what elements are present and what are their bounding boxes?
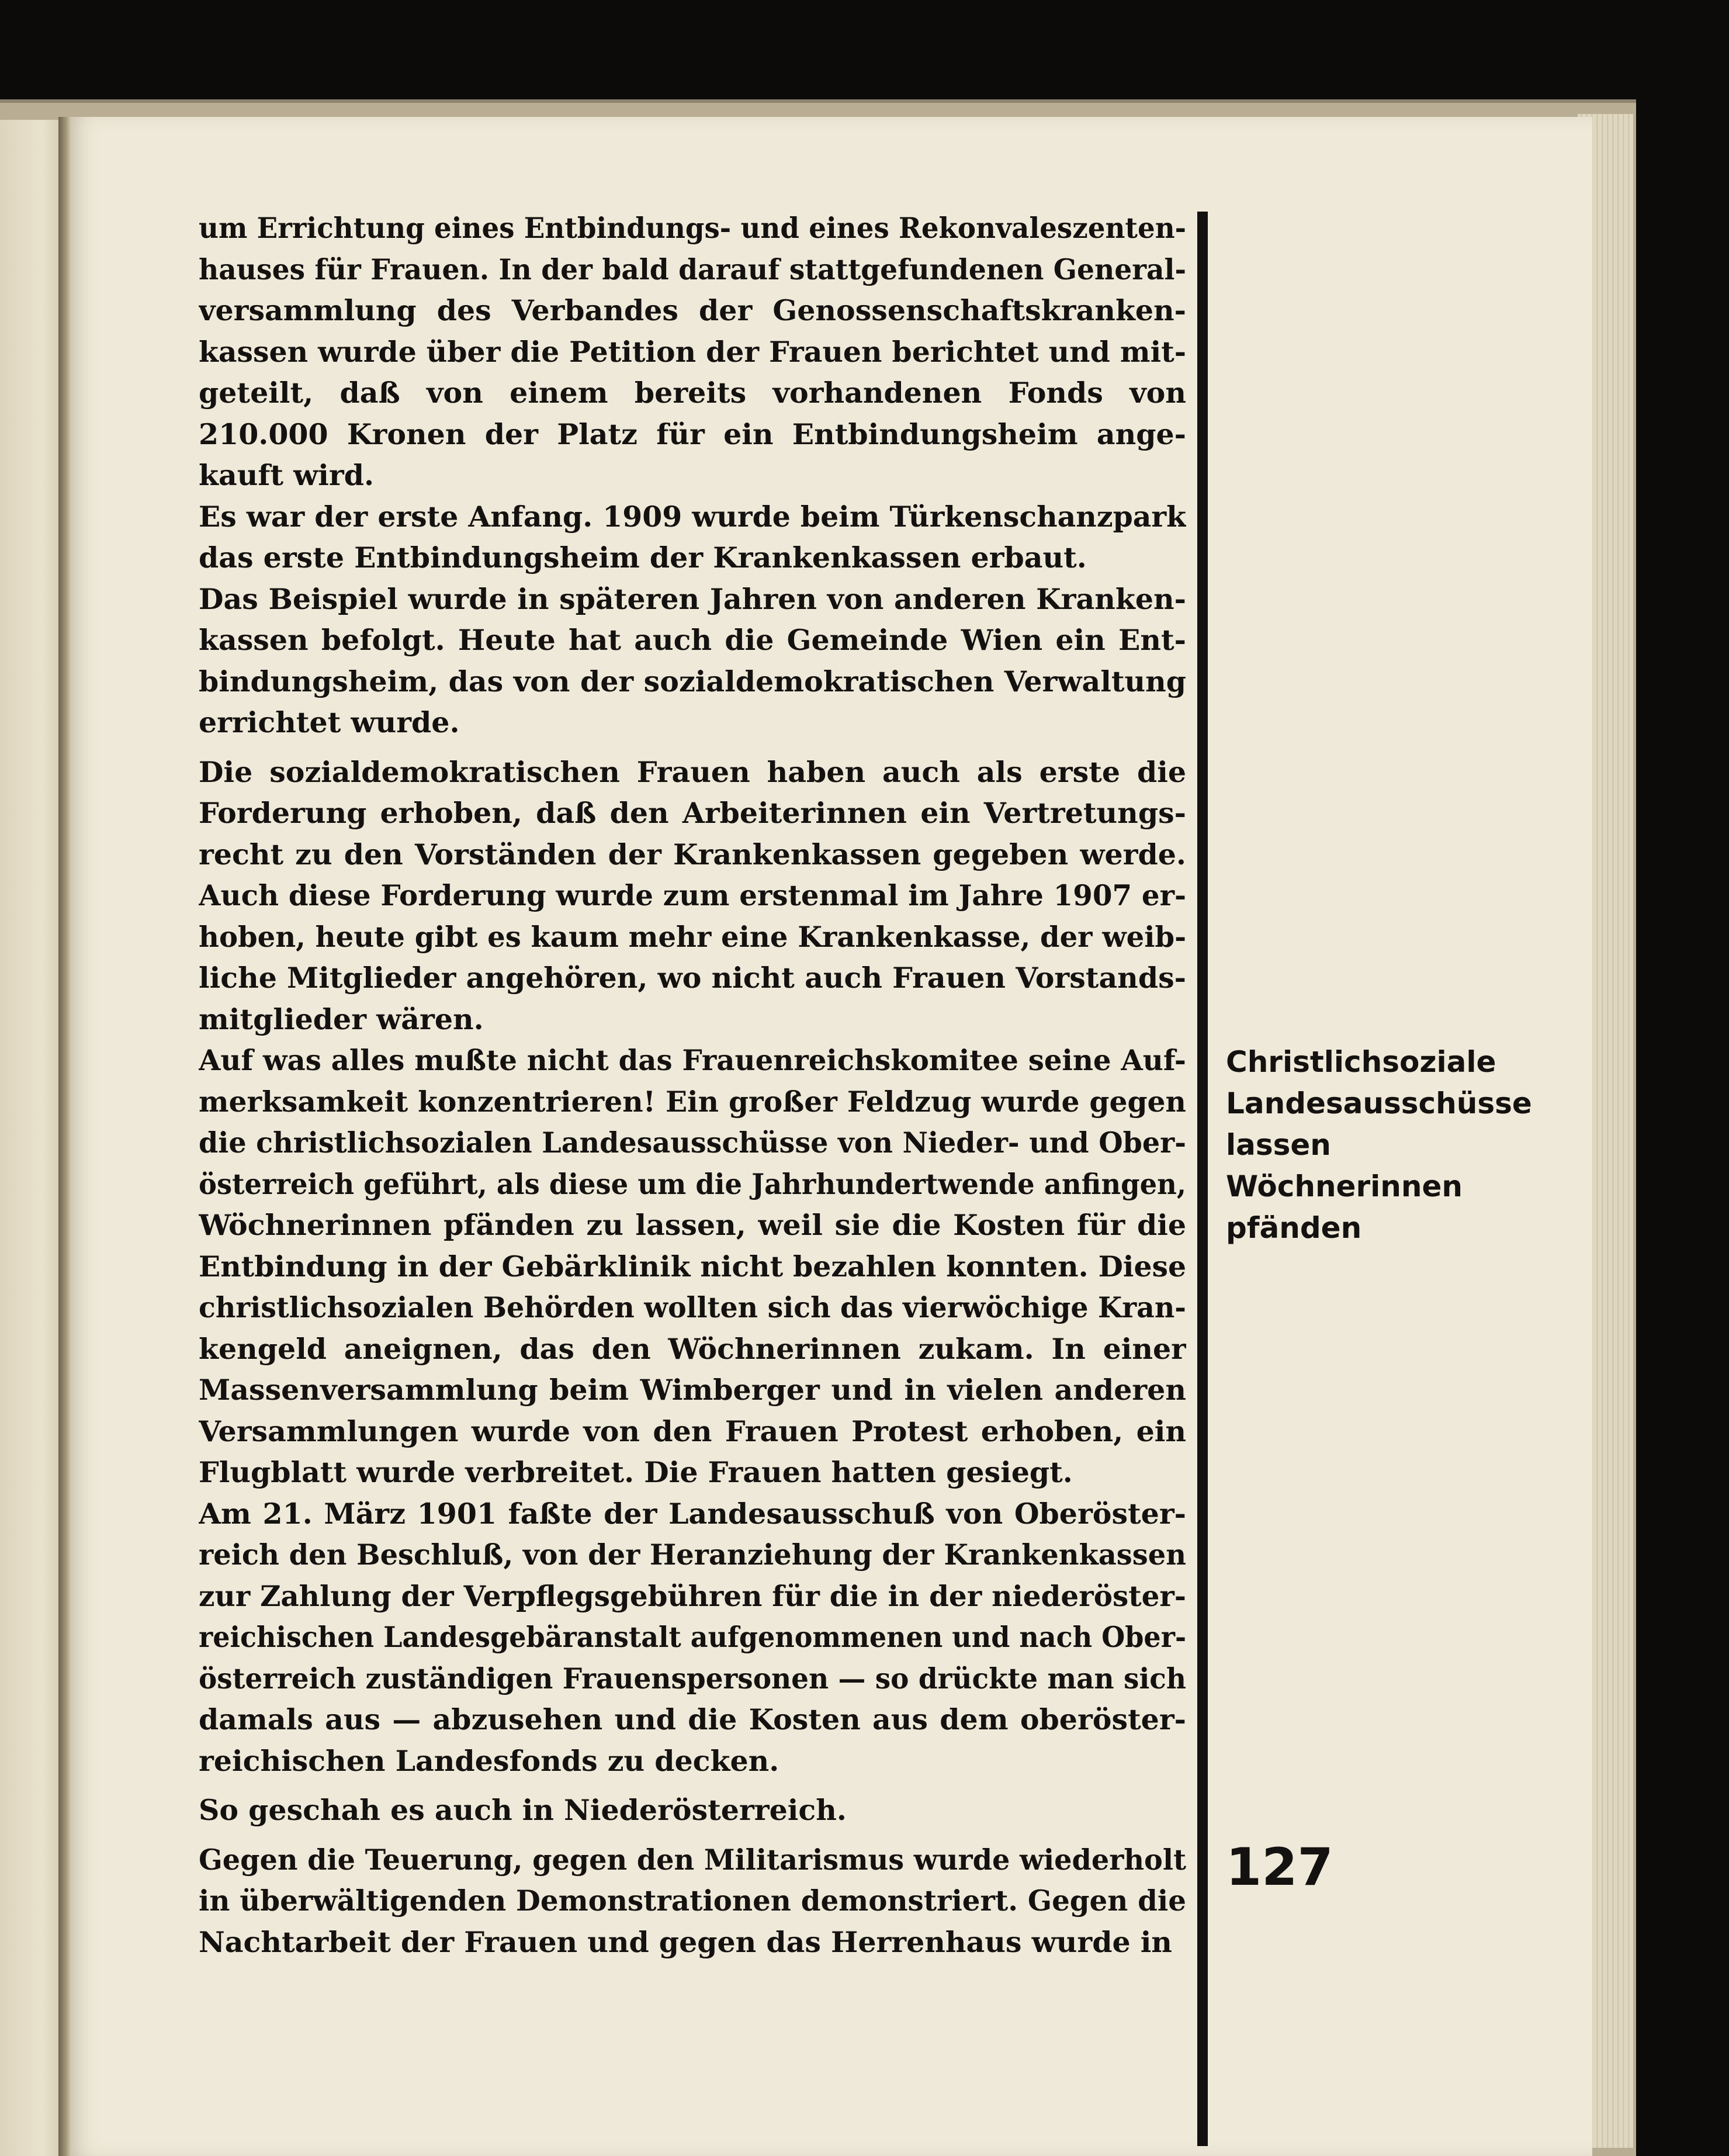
text-line: Wöchnerinnen pfänden zu lassen, weil sie die Kosten für die — [199, 1208, 1186, 1242]
text-line: hauses für Frauen. In der bald darauf stattgefundenen General- — [199, 252, 1186, 286]
text-line: kengeld aneignen, das den Wöchnerinnen zukam. In einer — [199, 1331, 1186, 1366]
text-line: kauft wird. — [199, 458, 375, 492]
page-gutter — [58, 117, 71, 2156]
text-line: reichischen Landesfonds zu decken. — [199, 1743, 779, 1778]
paragraph — [199, 1493, 1186, 1782]
text-line: So geschah es auch in Niederösterreich. — [199, 1793, 847, 1827]
side-note-line: Landesausschüsse — [1226, 1086, 1532, 1120]
text-line: Gegen die Teuerung, gegen den Militarismus wurde wiederholt — [199, 1842, 1186, 1877]
text-line: österreich geführt, als diese um die Jahrhundertwende anfingen, — [199, 1167, 1186, 1201]
side-note-line: lassen — [1226, 1128, 1331, 1162]
margin-rule — [1197, 212, 1208, 2146]
text-line: Die sozialdemokratischen Frauen haben auch als erste die — [199, 755, 1186, 789]
side-note-line: pfänden — [1226, 1211, 1362, 1245]
text-line: Flugblatt wurde verbreitet. Die Frauen hatten gesiegt. — [199, 1455, 1073, 1489]
paragraph — [199, 1790, 1186, 1831]
text-line: österreich zuständigen Frauenspersonen — so drückte man sich — [199, 1661, 1186, 1695]
text-line: Massenversammlung beim Wimberger und in vielen anderen — [199, 1373, 1186, 1407]
text-line: Versammlungen wurde von den Frauen Protest erhoben, ein — [199, 1414, 1186, 1448]
text-line: um Errichtung eines Entbindungs- und eines Rekonvaleszenten- — [199, 211, 1186, 245]
text-line: merksamkeit konzentrieren! Ein großer Feldzug wurde gegen — [199, 1084, 1186, 1119]
text-line: geteilt, daß von einem bereits vorhandenen Fonds von — [199, 376, 1186, 410]
paragraph — [199, 752, 1186, 1040]
text-line: liche Mitglieder angehören, wo nicht auch Frauen Vorstands- — [199, 961, 1186, 995]
page-number: 127 — [1226, 1837, 1333, 1897]
side-note-line: Christlichsoziale — [1226, 1045, 1496, 1079]
text-line: Am 21. März 1901 faßte der Landesausschuß von Oberöster- — [199, 1496, 1186, 1531]
text-line: Entbindung in der Gebärklinik nicht bezahlen konnten. Diese — [199, 1249, 1186, 1283]
paragraph — [199, 207, 1186, 496]
side-note — [1226, 1041, 1576, 1249]
text-line: zur Zahlung der Verpflegsgebühren für die in der niederöster- — [199, 1579, 1186, 1613]
paragraph — [199, 1040, 1186, 1493]
text-line: das erste Entbindungsheim der Krankenkassen erbaut. — [199, 541, 1087, 575]
text-line: die christlichsozialen Landesausschüsse von Nieder- und Ober- — [199, 1126, 1186, 1160]
text-line: Das Beispiel wurde in späteren Jahren von anderen Kranken- — [199, 582, 1186, 616]
text-line: Auf was alles mußte nicht das Frauenreichskomitee seine Auf- — [199, 1043, 1186, 1077]
text-line: kassen befolgt. Heute hat auch die Gemeinde Wien ein Ent- — [199, 623, 1186, 657]
paragraph — [199, 1839, 1186, 1963]
text-line: damals aus — abzusehen und die Kosten aus dem oberöster- — [199, 1702, 1186, 1736]
text-line: hoben, heute gibt es kaum mehr eine Krankenkasse, der weib- — [199, 919, 1186, 954]
body-text — [199, 207, 1186, 1963]
text-line: Es war der erste Anfang. 1909 wurde beim Türkenschanzpark — [199, 499, 1186, 534]
text-line: christlichsozialen Behörden wollten sich das vierwöchige Kran- — [199, 1290, 1186, 1324]
text-line: Forderung erhoben, daß den Arbeiterinnen ein Vertretungs- — [199, 796, 1186, 830]
text-line: errichtet wurde. — [199, 705, 460, 739]
text-line: versammlung des Verbandes der Genossenschaftskranken- — [199, 293, 1186, 327]
text-line: kassen wurde über die Petition der Frauen berichtet und mit- — [199, 334, 1186, 369]
text-line: Auch diese Forderung wurde zum erstenmal im Jahre 1907 er- — [199, 878, 1186, 912]
text-line: in überwältigenden Demonstrationen demonstriert. Gegen die — [199, 1884, 1186, 1918]
paragraph — [199, 579, 1186, 743]
text-line: bindungsheim, das von der sozialdemokratischen Verwaltung — [199, 664, 1186, 698]
text-line: recht zu den Vorständen der Krankenkassen gegeben werde. — [199, 837, 1186, 871]
side-note-line: Wöchnerinnen — [1226, 1169, 1463, 1203]
text-line: reich den Beschluß, von der Heranziehung der Krankenkassen — [199, 1538, 1186, 1572]
paragraph — [199, 496, 1186, 579]
text-line: reichischen Landesgebäranstalt aufgenommenen und nach Ober- — [199, 1620, 1186, 1654]
text-line: 210.000 Kronen der Platz für ein Entbindungsheim ange- — [199, 417, 1186, 451]
text-line: Nachtarbeit der Frauen und gegen das Herrenhaus wurde in — [199, 1925, 1172, 1959]
text-line: mitglieder wären. — [199, 1002, 484, 1036]
